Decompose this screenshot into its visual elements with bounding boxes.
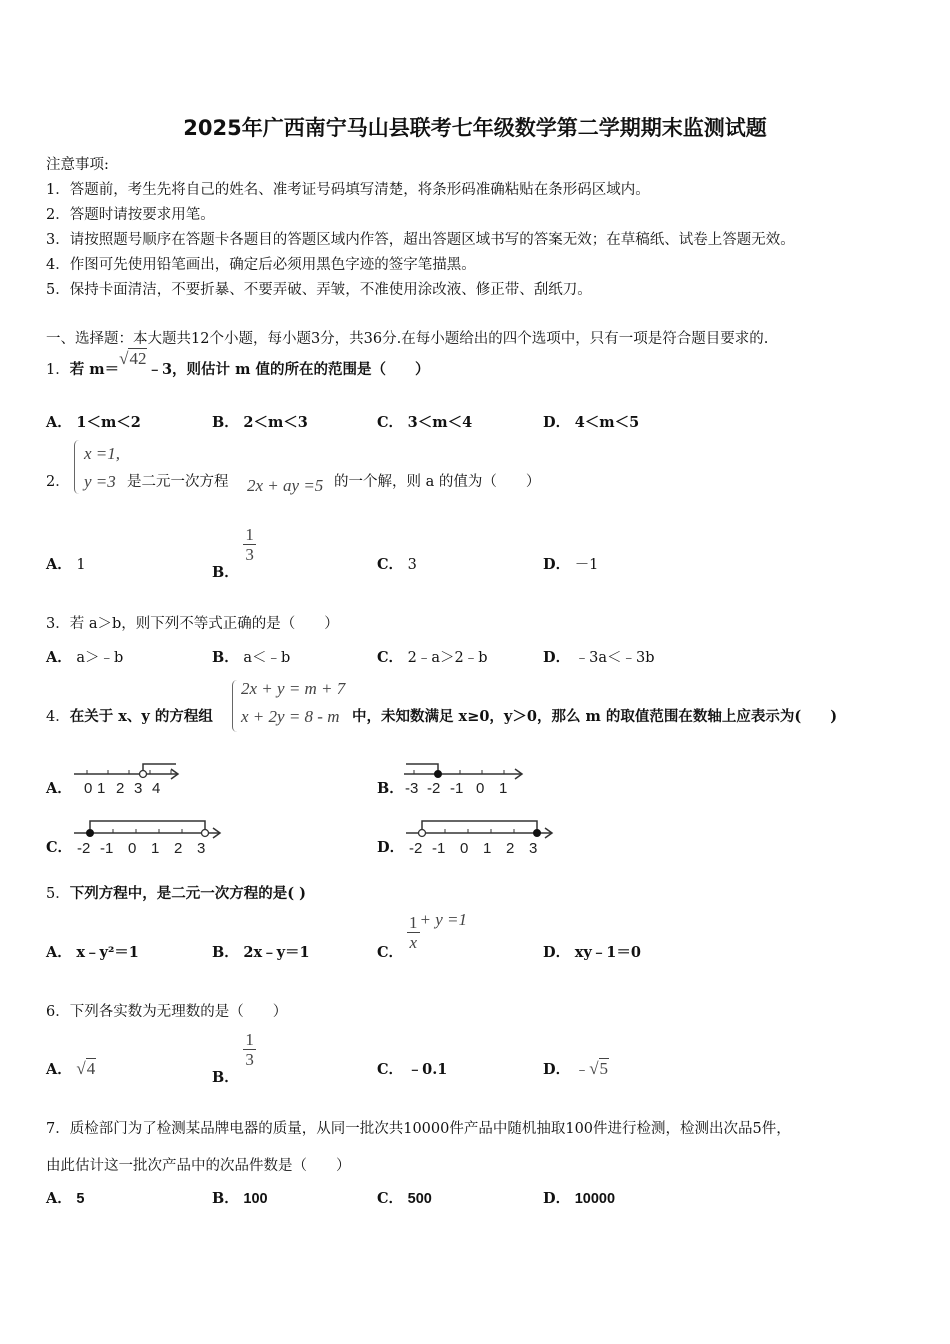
tick-label: -1 — [100, 840, 114, 857]
tick-label: -1 — [450, 780, 464, 797]
option-b[interactable]: B． 2＜m＜3 — [212, 414, 308, 431]
option-c[interactable]: C． 3＜m＜4 — [377, 414, 473, 431]
notice-item: 1．答题前，考生先将自己的姓名、准考证号码填写清楚，将条形码准确粘贴在条形码区域内。 — [46, 182, 650, 198]
system-line-2: x + 2y = 8 - m — [241, 707, 340, 726]
system-line-2: y =3 — [84, 472, 116, 491]
question-text: 的一个解，则 a 的值为（ ） — [334, 474, 541, 490]
tick-label: 1 — [97, 780, 106, 797]
question-7: 7．质检部门为了检测某品牌电器的质量，从同一批次共10000件产品中随机抽取100件进行检测，检测出次品5件， — [46, 1121, 791, 1137]
number-line-c — [70, 816, 225, 858]
section-heading: 一、选择题：本大题共12个小题，每小题3分，共36分.在每小题给出的四个选项中，只有一项是符合题目要求的. — [46, 331, 769, 347]
tick-label: -2 — [77, 840, 91, 857]
option-a[interactable]: A． a＞﹣b — [46, 649, 124, 666]
sqrt-expression: √5 — [589, 1059, 609, 1078]
option-c[interactable]: C． — [46, 839, 73, 856]
option-c[interactable]: C． 500 — [377, 1190, 432, 1207]
question-3: 3．若 a＞b，则下列不等式正确的是（ ） — [46, 616, 339, 632]
question-text: 是二元一次方程 — [127, 474, 229, 490]
fraction-expression: $\frac{1}{x}$ + y =1 — [409, 910, 467, 952]
number-line-b — [402, 758, 527, 798]
tick-label: 0 — [128, 840, 137, 857]
question-text: 由此估计这一批次产品中的次品件数是（ ） — [46, 1158, 351, 1174]
option-a[interactable]: A． — [46, 780, 72, 797]
number-line-d — [402, 816, 557, 858]
tick-label: 3 — [197, 840, 206, 857]
tick-label: -2 — [427, 780, 441, 797]
tick-label: 1 — [151, 840, 160, 857]
option-c[interactable]: C． 2﹣a＞2﹣b — [377, 649, 488, 666]
option-b[interactable]: B． $\frac{1}{3}$ — [212, 525, 254, 581]
tick-label: -3 — [405, 780, 419, 797]
notice-item: 4．作图可先使用铅笔画出，确定后必须用黑色字迹的签字笔描黑。 — [46, 257, 476, 273]
tick-label: -2 — [409, 840, 423, 857]
question-5: 5．下列方程中，是二元一次方程的是( ) — [46, 885, 307, 902]
tick-label: 3 — [134, 780, 143, 797]
sqrt-expression: √4 — [76, 1059, 96, 1078]
tick-label: 1 — [499, 780, 508, 797]
option-d[interactable]: D． ﹣3a＜﹣3b — [543, 649, 655, 666]
question-text: 中，未知数满足 x≥0，y＞0，那么 m 的取值范围在数轴上应表示为( ) — [352, 708, 838, 725]
option-b[interactable]: B． 2x﹣y＝1 — [212, 944, 310, 961]
option-c[interactable]: C． — [377, 944, 404, 961]
system-brace — [232, 680, 237, 732]
option-a[interactable]: A． 1 — [46, 556, 86, 573]
option-a[interactable]: A． √4 — [46, 1059, 96, 1078]
tick-label: 2 — [116, 780, 125, 797]
option-d[interactable]: D． ﹣√5 — [543, 1059, 609, 1078]
option-d[interactable]: D． －1 — [543, 556, 599, 573]
number-line-a — [70, 760, 185, 798]
tick-label: 3 — [529, 840, 538, 857]
option-c[interactable]: C． ﹣0.1 — [377, 1061, 448, 1078]
option-d[interactable]: D． xy﹣1＝0 — [543, 944, 641, 961]
option-a[interactable]: A． 5 — [46, 1190, 85, 1207]
question-number: 2． — [46, 474, 70, 490]
tick-label: -1 — [432, 840, 446, 857]
page-title: 2025年广西南宁马山县联考七年级数学第二学期期末监测试题 — [183, 116, 767, 140]
system-line-1: x =1, — [84, 444, 121, 463]
tick-label: 1 — [483, 840, 492, 857]
question-1: 1．若 m＝√42﹣3，则估计 m 值的所在的范围是（ ） — [46, 349, 430, 378]
notice-item: 2．答题时请按要求用笔。 — [46, 207, 215, 223]
tick-label: 0 — [476, 780, 485, 797]
option-a[interactable]: A． x﹣y²＝1 — [46, 944, 139, 961]
fraction: $\frac{1}{3}$ — [245, 525, 254, 564]
question-number: 1． — [46, 362, 70, 378]
tick-label: 0 — [460, 840, 469, 857]
option-d[interactable]: D． 10000 — [543, 1190, 616, 1207]
option-d[interactable]: D． — [377, 839, 405, 856]
tick-label: 4 — [152, 780, 161, 797]
option-b[interactable]: B． $\frac{1}{3}$ — [212, 1030, 254, 1086]
system-brace — [74, 440, 79, 494]
tick-label: 0 — [84, 780, 93, 797]
fraction: $\frac{1}{3}$ — [245, 1030, 254, 1069]
question-4: 4．在关于 x、y 的方程组 — [46, 708, 213, 725]
question-6: 6．下列各实数为无理数的是（ ） — [46, 1004, 288, 1020]
tick-label: 2 — [174, 840, 183, 857]
option-b[interactable]: B． a＜﹣b — [212, 649, 291, 666]
equation: 2x + ay =5 — [247, 476, 324, 495]
notice-heading: 注意事项: — [46, 157, 109, 173]
option-c[interactable]: C． 3 — [377, 556, 417, 573]
option-d[interactable]: D． 4＜m＜5 — [543, 414, 640, 431]
notice-item: 5．保持卡面清洁，不要折暴、不要弄破、弄皱，不准使用涂改液、修正带、刮纸刀。 — [46, 282, 592, 298]
option-a[interactable]: A． 1＜m＜2 — [46, 414, 141, 431]
tick-label: 2 — [506, 840, 515, 857]
sqrt-expression: √42 — [119, 349, 147, 368]
notice-item: 3．请按照题号顺序在答题卡各题目的答题区域内作答，超出答题区域书写的答案无效；在草稿纸、试卷上答题无效。 — [46, 232, 795, 248]
option-b[interactable]: B． — [377, 780, 404, 797]
option-b[interactable]: B． 100 — [212, 1190, 268, 1207]
system-line-1: 2x + y = m + 7 — [241, 679, 346, 698]
